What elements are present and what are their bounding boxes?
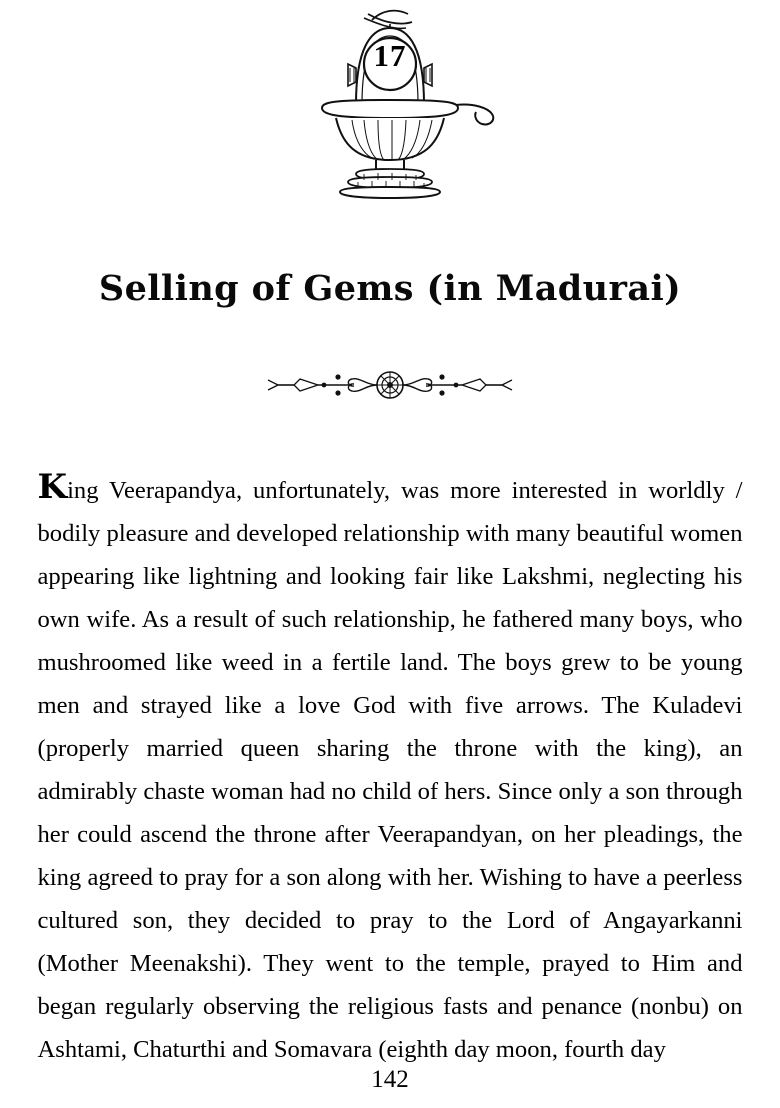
page-number: 142 bbox=[371, 1066, 409, 1093]
paragraph-text: ing Veerapandya, unfortunately, was more interested in worldly / bodily pleasure and developed relationship with many beautiful women appearing like lightning and looking fair like Lakshmi, neglecting his own wife. As a result of such relationship, he fathered many boys, who mushroomed like weed in a fertile land. The boys grew to be young men and strayed like a love God with five arrows. The Kuladevi (properly married queen sharing the throne with the king), an admirably chaste woman had no child of hers. Since only a son through her could ascend the throne after Veerapandyan, on her pleadings, the king agreed to pray for a son along with her. Wishing to have a peerless cultured son, they decided to pray to the Lord of Angayarkanni (Mother Meenakshi). They went to the temple, prayed to Him and began regularly observing the religious fasts and penance (nonbu) on Ashtami, Chaturthi and Somavara (eighth day moon, fourth day bbox=[37, 477, 743, 1063]
chapter-number: 17 bbox=[373, 38, 407, 73]
body-paragraph bbox=[38, 469, 743, 1071]
shiva-lingam-icon bbox=[260, 4, 520, 214]
page-title: Selling of Gems (in Madurai) bbox=[98, 268, 682, 309]
floral-divider-icon bbox=[260, 363, 520, 407]
drop-cap: K bbox=[37, 467, 68, 507]
